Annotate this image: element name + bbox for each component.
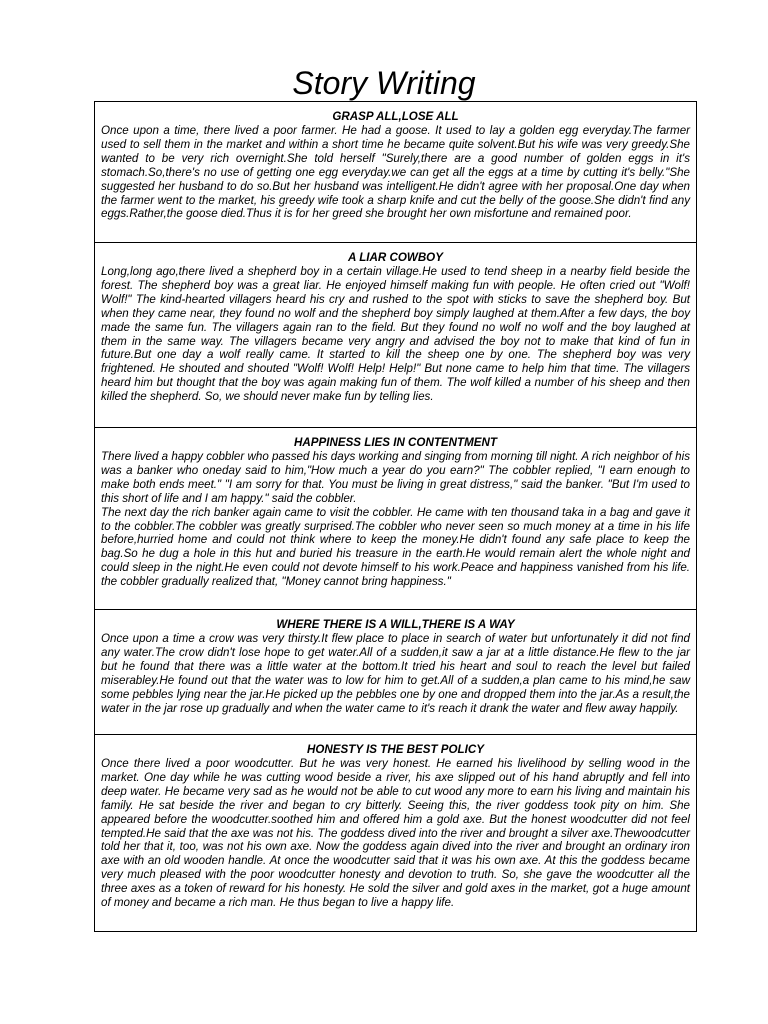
story-title: GRASP ALL,LOSE ALL bbox=[332, 110, 459, 123]
story-grasp-all-lose-all bbox=[95, 102, 696, 243]
story-body: There lived a happy cobbler who passed his days working and singing from morning till night. A rich neighbor of his was a banker who oneday said to him,"How much a year do you earn?" The cobbler replied, "I earn enough to make both ends meet." "I am sorry for that. You must be living in great distress," said the banker. "But I'm used to this short of life and I am happy." said the cobbler. bbox=[101, 450, 690, 505]
story-where-there-is-a-will bbox=[95, 610, 696, 735]
story-title: HONESTY IS THE BEST POLICY bbox=[307, 743, 484, 756]
story-body: Long,long ago,there lived a shepherd boy in a certain village.He used to tend sheep in a nearby field beside the forest. The shepherd boy was a great liar. He enjoyed himself making fun with people. He often cried out "Wolf! Wolf!" The kind-hearted villagers heard his cry and rushed to the spot with sticks to save the shepherd boy. But when they came near, they found no wolf and the shepherd boy simply laughed at them.After a few days, the boy made the same fun. The villagers again ran to the field. But they found no wolf no wolf and the boy laughed at them in the same way. The villagers became very angry and advised the boy not to make that kind of fun in future.But one day a wolf really came. It started to kill the sheep one by one. The shepherd boy was very frightened. He shouted and shouted "Wolf! Wolf! Help! Help!" But none came to help him that time. The villagers heard him but thought that the boy was again making fun of them. The wolf killed a number of his sheep and then killed the shepherd. So, we should never make fun by telling lies. bbox=[101, 265, 690, 404]
story-a-liar-cowboy bbox=[95, 243, 696, 428]
story-title: HAPPINESS LIES IN CONTENTMENT bbox=[294, 436, 497, 449]
page-title: Story Writing bbox=[292, 65, 476, 102]
story-honesty-is-the-best-policy bbox=[95, 735, 696, 931]
stories-table bbox=[94, 101, 697, 932]
story-body: Once there lived a poor woodcutter. But he was very honest. He earned his livelihood by selling wood in the market. One day while he was cutting wood beside a river, his axe slipped out of his hand abruptly and fell into deep water. He became very sad as he would not be able to cut wood any more to earn his living and maintain his family. He sat beside the river and began to cry bitterly. Seeing this, the river goddess took pity on him. She appeared before the woodcutter.soothed him and offered him a gold axe. But the honest woodcutter did not feel tempted.He said that the axe was not his. The goddess dived into the river and brought a silver axe.Thewoodcutter told her that it, too, was not his own axe. Now the goddess again dived into the river and brought an ordinary iron axe with an old wooden handle. At once the woodcutter said that it was his own axe. At this the goddess became very much pleased with the poor woodcutter honesty and devotion to truth. So, she gave the woodcutter all the three axes as a token of reward for his honesty. He sold the silver and gold axes in the market, got a huge amount of money and became a rich man. He thus began to live a happy life. bbox=[101, 757, 690, 910]
story-body: The next day the rich banker again came to visit the cobbler. He came with ten thousand taka in a bag and gave it to the cobbler.The cobbler was greatly surprised.The cobbler who never seen so much money at a time in his life before,hurried home and could not think where to keep the money.He didn't found any safe place to keep the bag.So he dug a hole in this hut and buried his treasure in the earth.He would remain alert the whole night and could sleep in the night.He even could not devote himself to his work.Peace and happiness vanished from his life. the cobbler gradually realized that, "Money cannot bring happiness." bbox=[101, 505, 690, 589]
story-title: WHERE THERE IS A WILL,THERE IS A WAY bbox=[276, 618, 515, 631]
story-happiness-lies-in-contentment bbox=[95, 428, 696, 610]
story-title: A LIAR COWBOY bbox=[348, 251, 443, 264]
story-body: Once upon a time a crow was very thirsty.It flew place to place in search of water but unfortunately it did not find any water.The crow didn't lose hope to get water.All of a sudden,it saw a jar at a little distance.He flew to the jar but he found that there was a little water at the bottom.It tried his heart and soul to reach the level but failed miserabley.He found out that the water was to low for him to get.All of a sudden,a plan came to his mind,he saw some pebbles lying near the jar.He picked up the pebbles one by one and dropped them into the jar.As a result,the water in the jar rose up gradually and when the water came to it's reach it drank the water and flew away happily. bbox=[101, 632, 690, 715]
story-body: Once upon a time, there lived a poor farmer. He had a goose. It used to lay a golden egg everyday.The farmer used to sell them in the market and within a short time he became quite solvent.But his wife was very greedy.She wanted to be very rich overnight.She told herself "Surely,there are a good number of golden eggs in it's stomach.So,there's no use of getting one egg everyday.we can get all the eggs at a time by cutting it's belly."She suggested her husband to do so.But her husband was intelligent.He didn't agree with her proposal.One day when the farmer went to the market, his greedy wife took a sharp knife and cut the belly of the goose.She didn't find any eggs.Rather,the goose died.Thus it is for her greed she brought her own misfortune and remained poor. bbox=[101, 124, 690, 221]
